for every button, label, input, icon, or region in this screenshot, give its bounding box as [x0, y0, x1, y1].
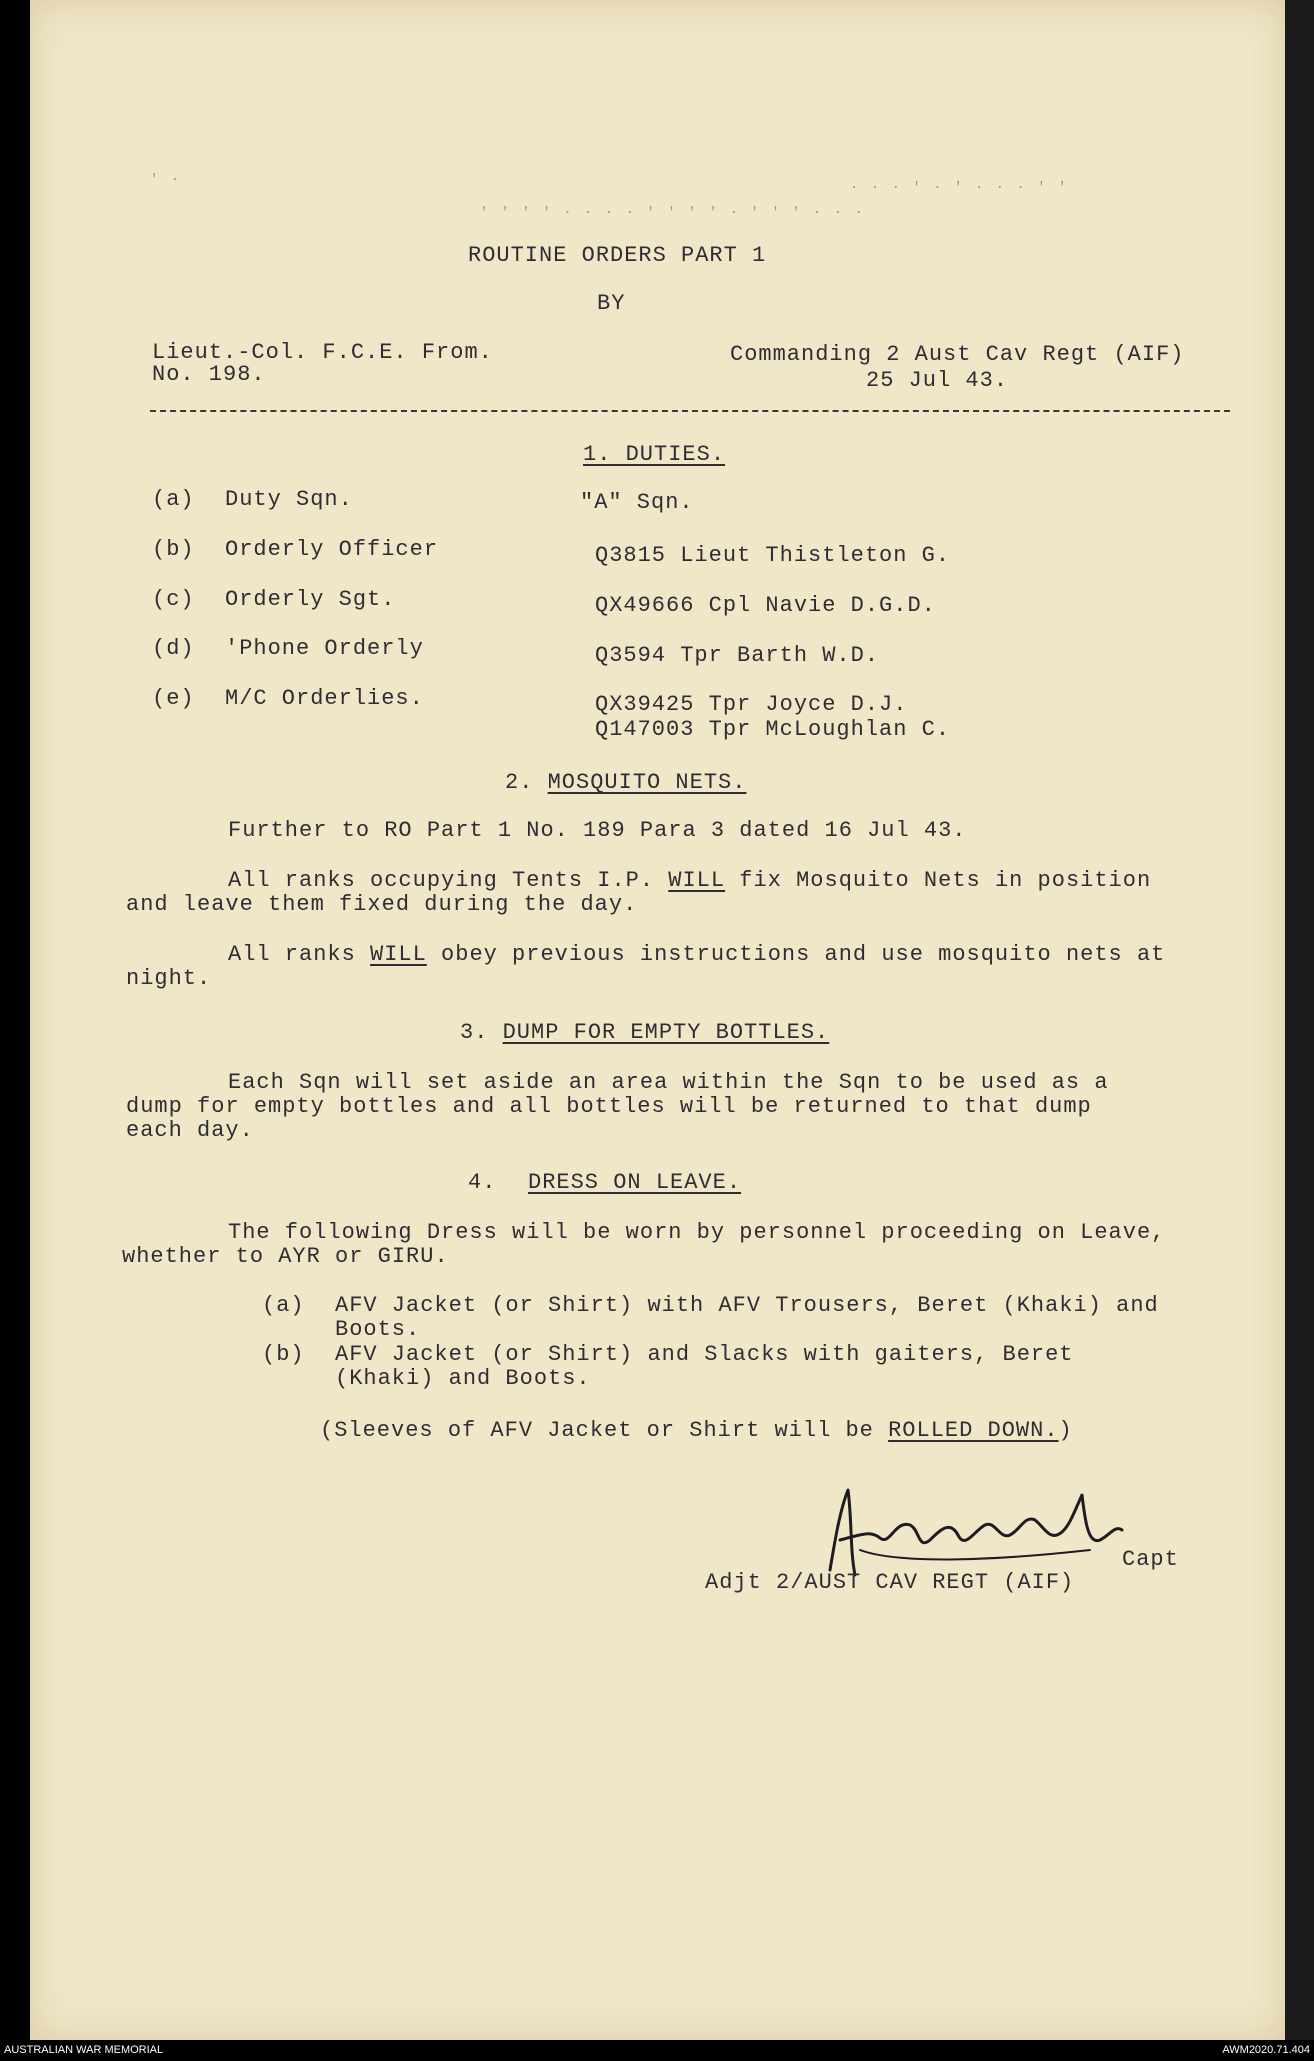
duty-row-label: Duty Sqn.	[225, 487, 353, 512]
bottles-line3: each day.	[126, 1118, 254, 1143]
duty-row-letter: (b)	[152, 537, 195, 562]
order-date: 25 Jul 43.	[866, 368, 1009, 393]
duty-row-value-second: Q147003 Tpr McLoughlan C.	[595, 717, 951, 742]
section-bottles-title: DUMP FOR EMPTY BOTTLES.	[502, 1020, 830, 1045]
dress-option-b-letter: (b)	[262, 1342, 305, 1367]
archive-name: AUSTRALIAN WAR MEMORIAL	[4, 2044, 164, 2056]
text-run: obey previous instructions and use mosquito nets at	[426, 942, 1166, 967]
mosquito-para1-line2: and leave them fixed during the day.	[126, 892, 638, 917]
unit-designation: Commanding 2 Aust Cav Regt (AIF)	[730, 342, 1185, 367]
section-bottles-heading	[460, 1020, 829, 1045]
dress-option-b-line1: AFV Jacket (or Shirt) and Slacks with gaiters, Beret	[335, 1342, 1074, 1367]
duty-row-letter: (a)	[152, 487, 195, 512]
mosquito-reference: Further to RO Part 1 No. 189 Para 3 dated 16 Jul 43.	[228, 818, 967, 843]
duty-row-letter: (d)	[152, 636, 195, 661]
section-mosquito-heading	[505, 770, 746, 795]
section-mosquito-title: MOSQUITO NETS.	[547, 770, 747, 795]
duty-row-value: QX49666 Cpl Navie D.G.D.	[595, 593, 936, 618]
section-duties-heading: 1. DUTIES.	[583, 442, 726, 467]
duty-row-value: Q3815 Lieut Thistleton G.	[595, 543, 951, 568]
text-run: All ranks occupying Tents I.P.	[228, 868, 669, 893]
emphasis-will: WILL	[668, 868, 726, 893]
archive-reference: AWM2020.71.404	[1222, 2044, 1310, 2056]
duty-row-letter: (e)	[152, 686, 195, 711]
page-edge-shadow	[1285, 0, 1314, 2040]
by-line: BY	[597, 291, 626, 316]
dress-option-a-line2: Boots.	[335, 1317, 421, 1342]
dress-note	[320, 1418, 1073, 1443]
mosquito-para2-line2: night.	[126, 966, 212, 991]
bottles-line2: dump for empty bottles and all bottles will be returned to that dump	[126, 1094, 1092, 1119]
commander-name: Lieut.-Col. F.C.E. From.	[152, 340, 493, 365]
section-dress-number: 4.	[468, 1170, 497, 1195]
order-number: No. 198.	[152, 362, 266, 387]
section-number: 3.	[460, 1020, 503, 1045]
dress-option-a-line1: AFV Jacket (or Shirt) with AFV Trousers, Beret (Khaki) and	[335, 1293, 1159, 1318]
duty-row-label: Orderly Officer	[225, 537, 439, 562]
mosquito-para2-line1	[228, 942, 1165, 967]
emphasis-will: WILL	[370, 942, 427, 967]
duty-row-label: M/C Orderlies.	[225, 686, 424, 711]
signatory-title: Adjt 2/AUST CAV REGT (AIF)	[705, 1570, 1075, 1595]
header-divider	[150, 410, 1230, 412]
signatory-rank: Capt	[1122, 1547, 1179, 1572]
faint-mark-center: ' ' ' ' · · · · ' ' ' ' · ' ' ' · · ·	[480, 205, 865, 221]
faint-mark-right: · · · ' · ' · · · ' '	[850, 180, 1069, 196]
text-run: fix Mosquito Nets in position	[725, 868, 1152, 893]
dress-option-a-letter: (a)	[262, 1293, 305, 1318]
duty-row-label: 'Phone Orderly	[225, 636, 424, 661]
duty-row-label: Orderly Sgt.	[225, 587, 396, 612]
dress-option-b-line2: (Khaki) and Boots.	[335, 1366, 591, 1391]
faint-mark-left: ' ·	[150, 172, 182, 188]
section-dress-heading: DRESS ON LEAVE.	[528, 1170, 742, 1195]
duty-row-value: QX39425 Tpr Joyce D.J.	[595, 692, 908, 717]
duty-row-value: Q3594 Tpr Barth W.D.	[595, 643, 880, 668]
dress-line1: The following Dress will be worn by personnel proceeding on Leave,	[228, 1220, 1166, 1245]
duty-row-value: "A" Sqn.	[580, 490, 694, 515]
archive-footer	[0, 2040, 1314, 2061]
bottles-line1: Each Sqn will set aside an area within the Sqn to be used as a	[228, 1070, 1109, 1095]
document-title: ROUTINE ORDERS PART 1	[468, 243, 767, 268]
mosquito-para1-line1	[228, 868, 1151, 893]
emphasis-rolled-down: ROLLED DOWN.	[888, 1418, 1059, 1443]
dress-line2: whether to AYR or GIRU.	[122, 1244, 449, 1269]
text-run: (Sleeves of AFV Jacket or Shirt will be	[320, 1418, 889, 1443]
text-run: All ranks	[228, 942, 371, 967]
text-run: )	[1058, 1418, 1073, 1443]
duty-row-letter: (c)	[152, 587, 195, 612]
section-number: 2.	[505, 770, 548, 795]
